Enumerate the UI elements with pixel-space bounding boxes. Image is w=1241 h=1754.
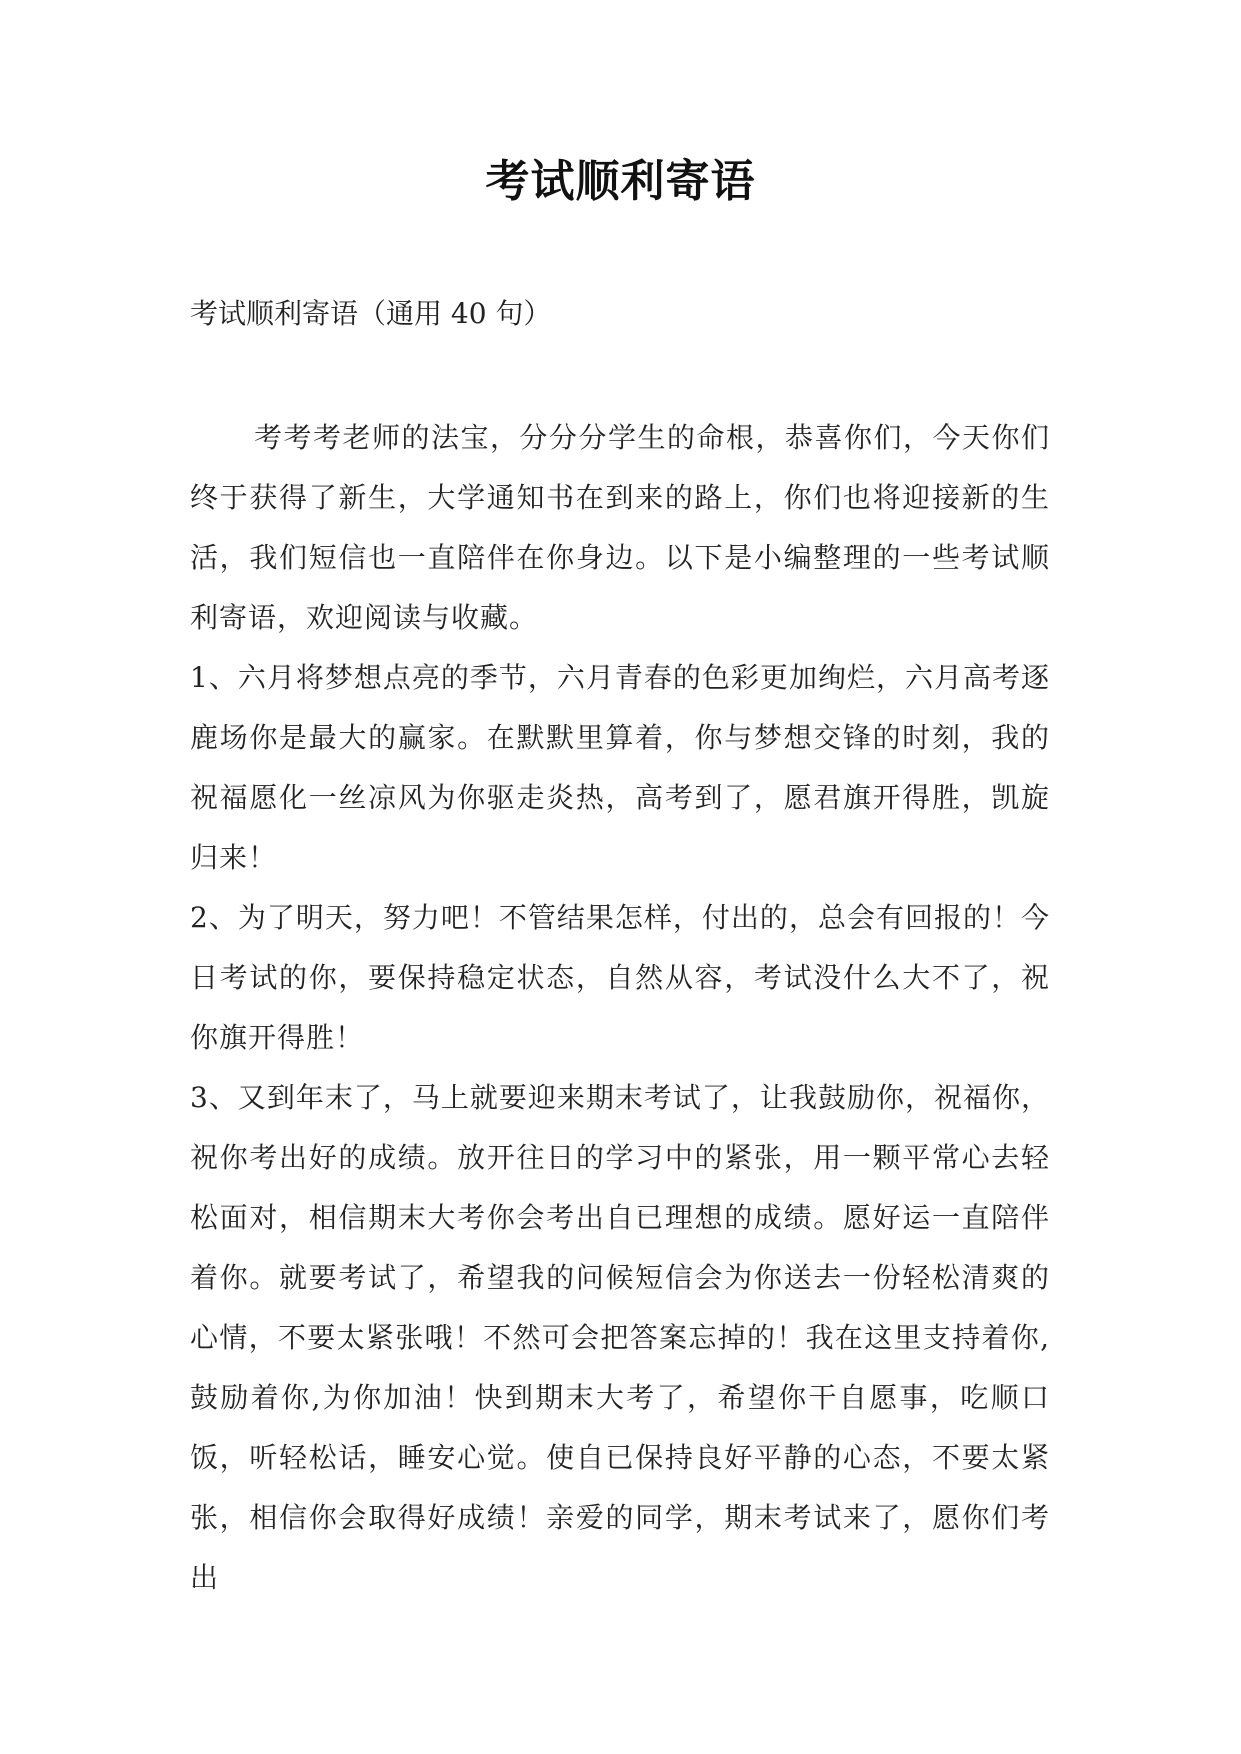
document-subtitle: 考试顺利寄语（通用 40 句） <box>190 297 552 330</box>
wish-paragraph-1: 1、六月将梦想点亮的季节，六月青春的色彩更加绚烂，六月高考逐鹿场你是最大的赢家。在默默里算着，你与梦想交锋的时刻，我的祝福愿化一丝凉风为你驱走炎热，高考到了，愿君旗开得胜，凯旋归来！ <box>190 661 1050 874</box>
document-body <box>190 408 1050 1608</box>
wish-paragraph-3: 3、又到年末了，马上就要迎来期末考试了，让我鼓励你，祝福你，祝你考出好的成绩。放开往日的学习中的紧张，用一颗平常心去轻松面对，相信期末大考你会考出自已理想的成绩。愿好运一直陪伴着你。就要考试了，希望我的问候短信会为你送去一份轻松清爽的心情，不要太紧张哦！不然可会把答案忘掉的！我在这里支持着你,鼓励着你,为你加油！快到期末大考了，希望你干自愿事，吃顺口饭，听轻松话，睡安心觉。使自已保持良好平静的心态，不要太紧张，相信你会取得好成绩！亲爱的同学，期末考试来了，愿你们考出 <box>190 1081 1050 1594</box>
wish-paragraph-2: 2、为了明天，努力吧！不管结果怎样，付出的，总会有回报的！今日考试的你，要保持稳定状态，自然从容，考试没什么大不了，祝你旗开得胜！ <box>190 901 1050 1054</box>
document-title: 考试顺利寄语 <box>485 156 756 207</box>
intro-paragraph: 考考考老师的法宝，分分分学生的命根，恭喜你们，今天你们终于获得了新生，大学通知书在到来的路上，你们也将迎接新的生活，我们短信也一直陪伴在你身边。以下是小编整理的一些考试顺利寄语，欢迎阅读与收藏。 <box>190 421 1050 634</box>
